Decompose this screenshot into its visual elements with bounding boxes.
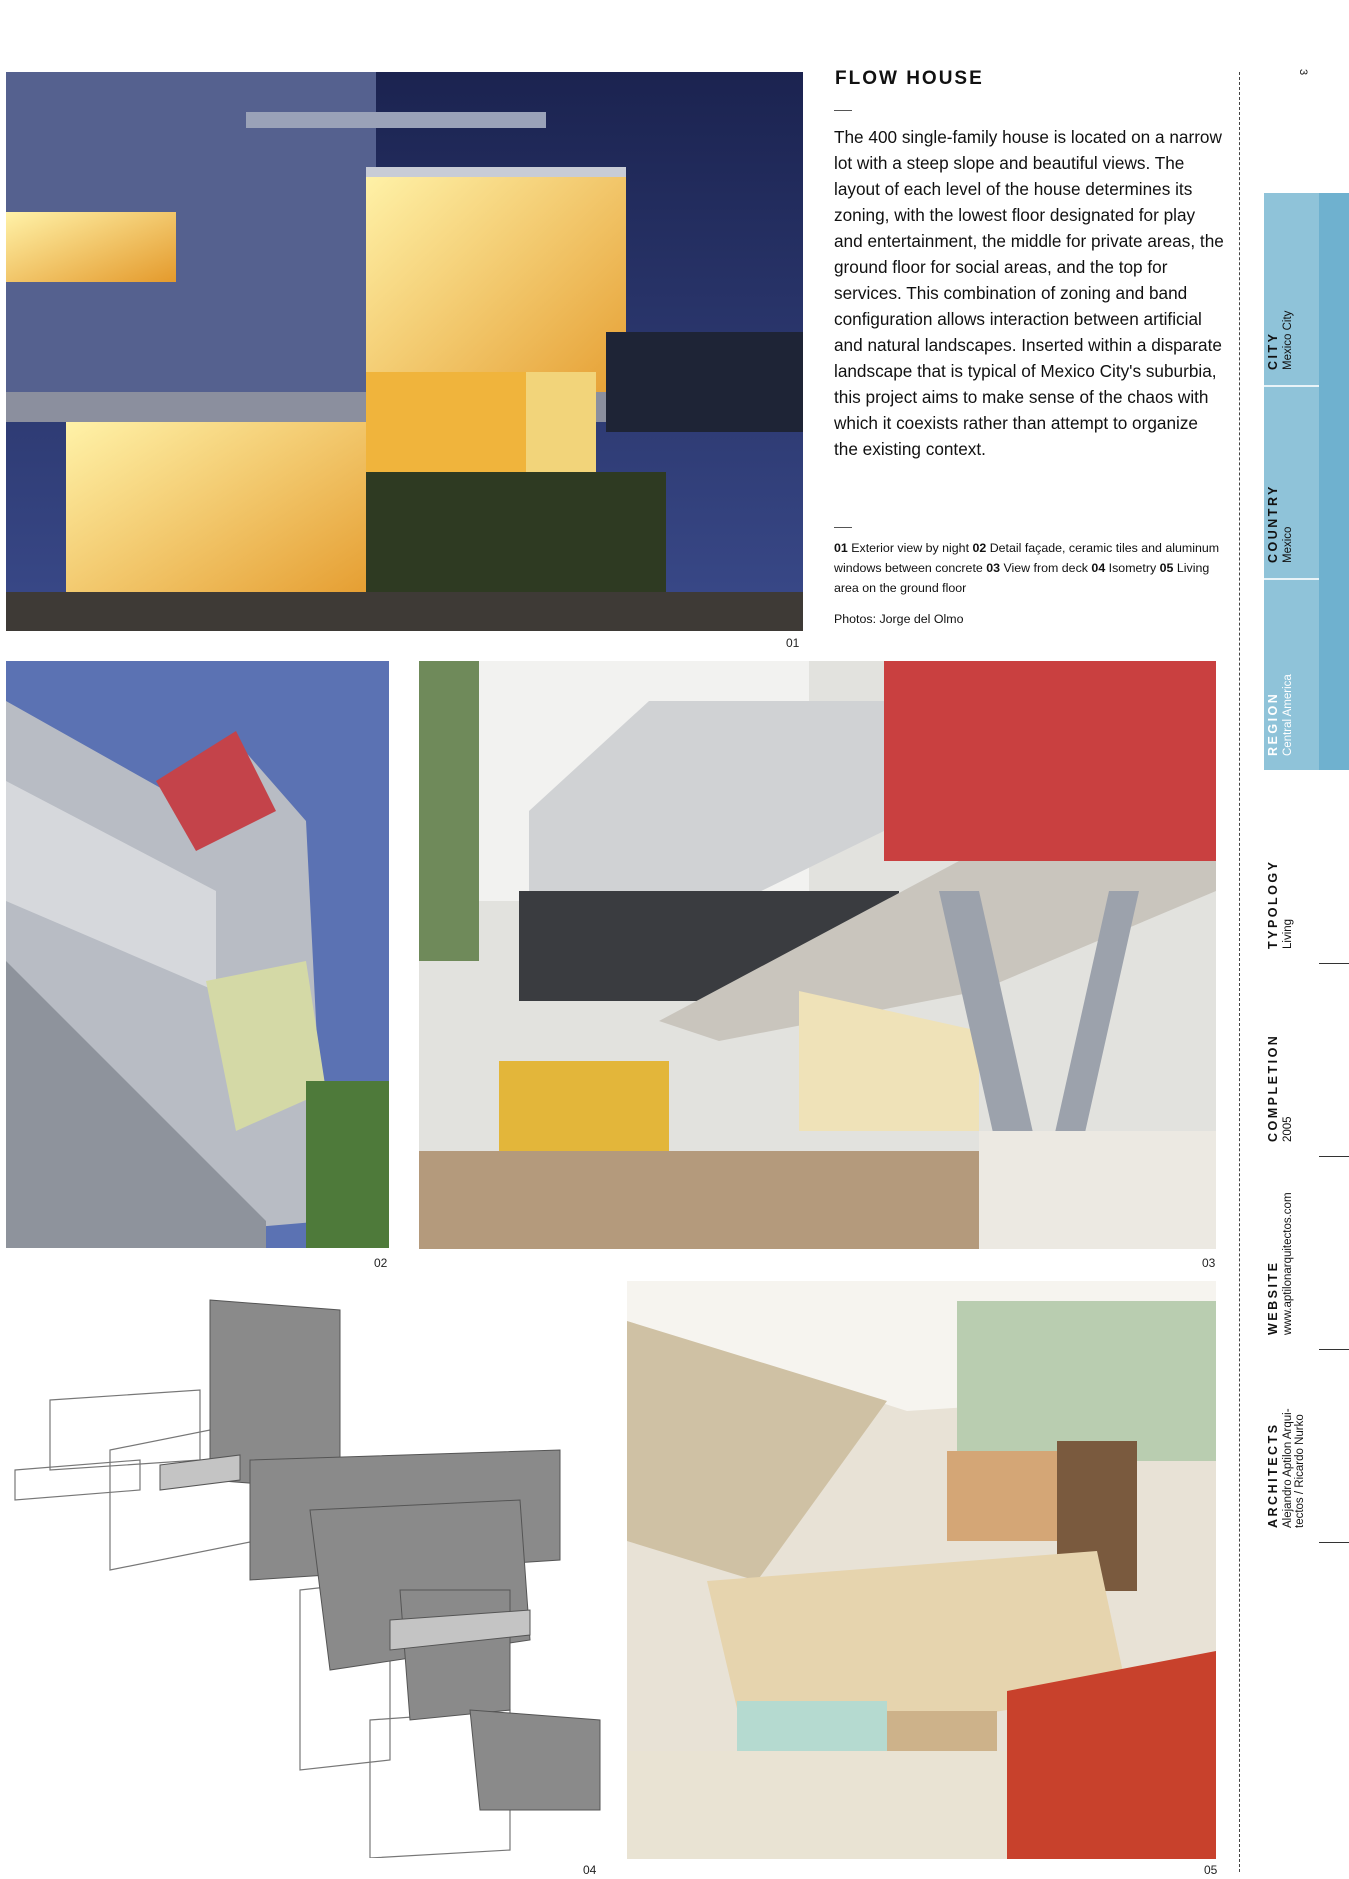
meta-website-label: WEBSITE (1266, 1260, 1280, 1335)
sidebar-separator (1264, 578, 1319, 580)
figure-number-03: 03 (1202, 1256, 1216, 1270)
figure-number-01: 01 (786, 636, 800, 650)
photo-view-from-deck (419, 661, 1216, 1249)
meta-city (1266, 311, 1294, 370)
meta-city-value: Mexico City (1282, 310, 1294, 370)
margin-dashed-line (1239, 72, 1240, 1872)
figure-number-05: 05 (1204, 1863, 1218, 1877)
photo-facade-detail (6, 661, 389, 1248)
meta-region-label: REGION (1266, 691, 1280, 756)
page-number: 3 (1297, 68, 1310, 76)
photo-credit: Photos: Jorge del Olmo (834, 612, 964, 626)
meta-architects (1266, 1408, 1306, 1528)
title-divider (834, 110, 852, 111)
sidebar-separator (1319, 1349, 1349, 1350)
meta-typology-label: TYPOLOGY (1266, 859, 1280, 949)
meta-country-label: COUNTRY (1266, 484, 1280, 563)
drawing-isometry (10, 1290, 610, 1858)
page-title: FLOW HOUSE (835, 68, 984, 89)
meta-region (1266, 674, 1294, 756)
sidebar-separator (1319, 963, 1349, 964)
meta-completion-value: 2005 (1282, 1116, 1294, 1142)
meta-architects-value-line1: Alejandro Aptilon Arqui- (1282, 1408, 1294, 1528)
meta-region-value: Central America (1282, 674, 1294, 756)
photo-living-area (627, 1281, 1216, 1859)
meta-typology (1266, 860, 1294, 949)
photo-exterior-night (6, 72, 803, 631)
meta-typology-value: Living (1282, 918, 1294, 949)
figure-captions: 01 Exterior view by night 02 Detail façade, ceramic tiles and aluminum windows between concrete 03 View from deck 04 Isometry 05 Living area on the ground floor (834, 541, 1220, 595)
meta-country (1266, 484, 1294, 563)
sidebar-separator (1319, 1542, 1349, 1543)
sidebar-band-dark (1319, 193, 1349, 770)
figure-number-04: 04 (583, 1863, 597, 1877)
sidebar-separator (1319, 1156, 1349, 1157)
meta-website-value: www.aptilonarquitectos.com (1282, 1192, 1294, 1335)
meta-architects-label: ARCHITECTS (1266, 1422, 1280, 1528)
figure-number-02: 02 (374, 1256, 388, 1270)
meta-completion-label: COMPLETION (1266, 1033, 1280, 1142)
meta-country-value: Mexico (1282, 526, 1294, 563)
meta-website (1266, 1192, 1294, 1335)
meta-city-label: CITY (1266, 331, 1280, 370)
caption-divider (834, 527, 852, 528)
meta-architects-value-line2: tectos / Ricardo Nurko (1294, 1414, 1306, 1528)
meta-completion (1266, 1034, 1294, 1142)
sidebar-separator (1264, 385, 1319, 387)
article-body: The 400 single-family house is located on a narrow lot with a steep slope and beautiful views. The layout of each level of the house determines its zoning, with the lowest floor designated for play and entertainment, the middle for private areas, the ground floor for social areas, and the top for services. This combination of zoning and band configuration allows interaction between artificial and natural landscapes. Inserted within a disparate landscape that is typical of Mexico City's suburbia, this project aims to make sense of the chaos with which it coexists rather than attempt to organize the existing context. (834, 127, 1224, 459)
